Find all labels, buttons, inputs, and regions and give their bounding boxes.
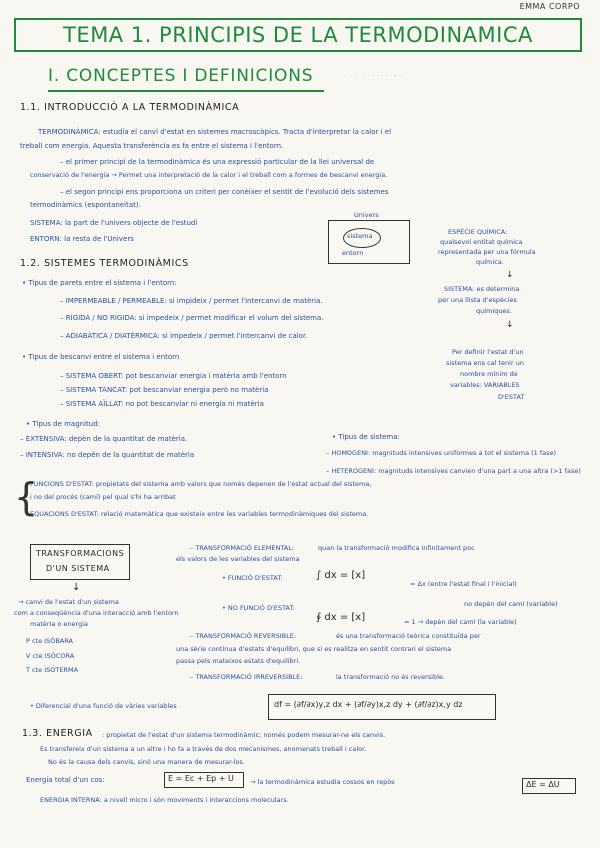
universe-label: Univers xyxy=(354,211,379,219)
arrow-down-transform: ↓ xyxy=(72,582,81,593)
energy-line-2: Es transfereix d'un sistema a un altre i ho fa a través de dos mecanismes, anomenats treball i calor. xyxy=(40,745,367,753)
elemental-desc-2: els valors de les variables del sistema xyxy=(176,555,300,563)
side-note-system-1: SISTEMA: es determina xyxy=(444,285,520,293)
state-functions-line-2: i no del procés (camí) pel qual s'hi ha arribat xyxy=(30,493,176,501)
s11-line-4: conservació de l'energia → Permet una interpretació de la calor i el treball com a formes de bescanvi energia. xyxy=(30,171,388,179)
state-fn-label: • FUNCIÓ D'ESTAT: xyxy=(222,574,283,582)
energy-total-formula: E = Ec + Ep + U xyxy=(168,774,234,783)
energy-line-3: No és la causa dels canvis, sinó una manera de mesurar-los. xyxy=(48,758,245,766)
system-type-heterogeneous: – HETEROGENI: magnituds intensives canvien d'una part a una altra (>1 fase) xyxy=(326,467,581,475)
s11-line-6: termodinàmics (espontaneïtat). xyxy=(30,201,141,209)
state-fn-note: no depèn del camí (variable) xyxy=(464,600,558,608)
process-isochoric: V cte ISÒCORA xyxy=(26,652,75,660)
side-note-system-2: per una llista d'espècies xyxy=(438,296,517,304)
side-note-state-5: D'ESTAT xyxy=(498,393,525,401)
transformations-box-line-2: D'UN SISTEMA xyxy=(46,564,110,573)
irreversible-desc: la transformació no és reversible. xyxy=(336,673,445,681)
not-state-fn-label: • NO FUNCIÓ D'ESTAT: xyxy=(222,604,295,612)
exchange-type-2: – SISTEMA TANCAT: pot bescanviar energia però no matèria xyxy=(60,386,269,394)
irreversible-label: – TRANSFORMACIÓ IRREVERSIBLE: xyxy=(190,673,303,681)
differential-label: • Diferencial d'una funció de vàries variables xyxy=(30,702,177,710)
side-note-species-4: química. xyxy=(476,258,504,266)
not-state-fn-integral: ∮ dx = [x] xyxy=(316,612,366,623)
transform-left-note-3: matèria o energia xyxy=(30,620,89,628)
reversible-desc-1: és una transformació teòrica constituïda per xyxy=(336,632,481,640)
section-1-2-heading: 1.2. SISTEMES TERMODINÀMICS xyxy=(20,258,189,269)
elemental-desc-1: quan la transformació modifica infinitament poc xyxy=(318,544,475,552)
side-note-species-2: qualsevol entitat química xyxy=(440,238,523,246)
side-note-state-2: sistema ens cal tenir un xyxy=(446,359,524,367)
walls-intro: • Tipus de parets entre el sistema i l'entorn: xyxy=(22,279,177,287)
wall-type-1: – IMPERMEABLE / PERMEABLE: si impideix / permet l'intercanvi de matèria. xyxy=(60,297,323,305)
energy-total-label: Energia total d'un cos: xyxy=(26,776,105,784)
energy-total-note: → la termodinàmica estudia cossos en repòs xyxy=(250,778,395,786)
part-heading-underline xyxy=(48,90,324,92)
system-type-intro: • Tipus de sistema: xyxy=(332,433,400,441)
s11-line-8: ENTORN: la resta de l'Univers xyxy=(30,235,134,243)
state-functions-line-1: FUNCIONS D'ESTAT: propietats del sistema amb valors que només depenen de l'estat actual del sistema, xyxy=(30,480,372,488)
wall-type-2: – RÍGIDA / NO RÍGIDA: si impedeix / permet modificar el volum del sistema. xyxy=(60,314,324,322)
left-brace: { xyxy=(14,475,39,519)
elemental-label: – TRANSFORMACIÓ ELEMENTAL: xyxy=(190,544,295,552)
author-name: EMMA CORPO xyxy=(519,2,580,11)
side-note-species-3: representada per una fórmula xyxy=(438,248,536,256)
s11-line-5: – el segon principi ens proporciona un criteri per conèixer el sentit de l'evolució dels sistemes xyxy=(60,188,389,196)
wall-type-3: – ADIABÀTICA / DIATÈRMICA: si impedeix / permet l'intercanvi de calor. xyxy=(60,332,308,340)
arrow-down-2: ↓ xyxy=(506,320,514,330)
magnitude-intro: • Tipus de magnitud: xyxy=(26,420,101,428)
side-note-state-1: Per definir l'estat d'un xyxy=(452,348,524,356)
side-note-state-4: variables: VARIABLES xyxy=(450,381,520,389)
state-fn-integral: ∫ dx = [x] xyxy=(316,570,366,581)
side-note-state-3: nombre mínim de xyxy=(460,370,518,378)
s11-line-3: – el primer principi de la termodinàmica és una expressió particular de la llei universal de xyxy=(60,158,375,166)
not-state-fn-result: = 1 → depèn del camí (la variable) xyxy=(404,618,517,626)
s11-line-7: SISTEMA: la part de l'univers objecte de l'estudi xyxy=(30,219,198,227)
system-type-homogeneous: – HOMOGENI: magnituds intensives uniformes a tot el sistema (1 fase) xyxy=(326,449,557,457)
side-note-species-1: ESPÈCIE QUÍMICA: xyxy=(448,228,508,236)
exchange-intro: • Tipus de bescanvi entre el sistema i entorn xyxy=(22,353,180,361)
side-note-system-3: químiques. xyxy=(476,307,512,315)
environment-label: entorn xyxy=(342,249,364,257)
transformations-box-line-1: TRANSFORMACIONS xyxy=(36,549,125,558)
magnitude-extensive: – EXTENSIVA: depèn de la quantitat de matèria. xyxy=(20,435,188,443)
process-isobaric: P cte ISÒBARA xyxy=(26,637,73,645)
section-1-3-heading: 1.3. ENERGIA xyxy=(22,728,93,739)
state-equations-line: EQUACIONS D'ESTAT: relació matemàtica que existeix entre les variables termodinàmiques del sistema. xyxy=(30,510,369,518)
process-isothermal: T cte ISOTERMA xyxy=(26,666,79,674)
reversible-label: – TRANSFORMACIÓ REVERSIBLE: xyxy=(190,632,297,640)
exchange-type-1: – SISTEMA OBERT: pot bescanviar energia i matèria amb l'entorn xyxy=(60,372,287,380)
bleed-through-text: · · · · · · · · · · · · xyxy=(350,72,402,80)
reversible-desc-2: una sèrie contínua d'estats d'equilibri, que si es realitza en sentit contrari el sistema xyxy=(176,645,452,653)
s11-line-2: treball com energia. Aquesta transferència es fa entre el sistema i l'entorn. xyxy=(20,142,284,150)
internal-energy-line: ENERGIA INTERNA: a nivell micro i són moviments i interaccions moleculars. xyxy=(40,796,289,804)
state-fn-result: = Δx (entre l'estat final i l'inicial) xyxy=(410,580,517,588)
reversible-desc-3: passa pels mateixos estats d'equilibri. xyxy=(176,657,301,665)
transform-left-note-2: com a conseqüència d'una interacció amb l'entorn xyxy=(14,609,179,617)
arrow-down-1: ↓ xyxy=(506,270,514,280)
exchange-type-3: – SISTEMA AÏLLAT: no pot bescanviar ni energia ni matèria xyxy=(60,400,264,408)
magnitude-intensive: – INTENSIVA: no depèn de la quantitat de matèria xyxy=(20,451,195,459)
delta-formula: ΔE = ΔU xyxy=(526,780,560,789)
transform-left-note-1: → canvi de l'estat d'un sistema xyxy=(18,598,119,606)
energy-line-1: : propietat de l'estat d'un sistema termodinàmic; només podem mesurar-ne els canvis. xyxy=(102,731,386,739)
system-label: sistema xyxy=(347,232,373,240)
differential-formula: df = (∂f/∂x)y,z dx + (∂f/∂y)x,z dy + (∂f/∂z)x,y dz xyxy=(274,700,463,709)
s11-line-1: TERMODINÀMICA: estudia el canvi d'estat en sistemes macroscòpics. Tracta d'interpretar la calor i el xyxy=(38,128,392,136)
page-title: TEMA 1. PRINCIPIS DE LA TERMODINAMICA xyxy=(63,23,533,47)
section-1-1-heading: 1.1. INTRODUCCIÓ A LA TERMODINÀMICA xyxy=(20,102,240,113)
part-heading: I. CONCEPTES I DEFINICIONS xyxy=(48,66,314,86)
